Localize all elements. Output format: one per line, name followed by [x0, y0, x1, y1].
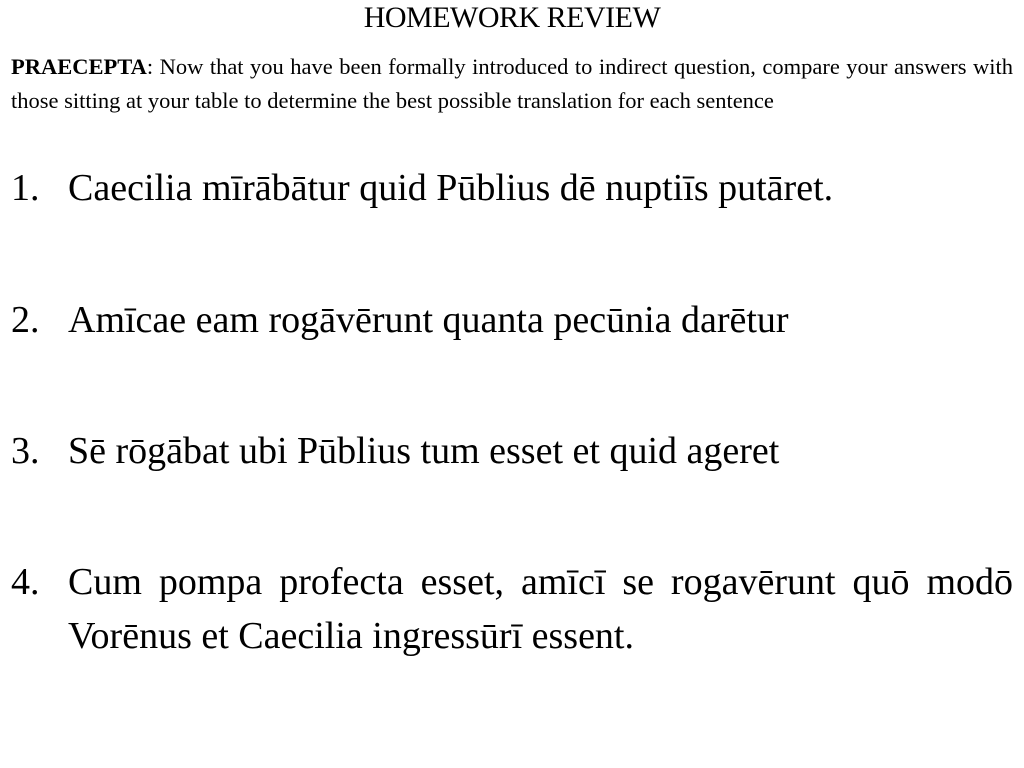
sentence-number: 1.: [11, 167, 40, 209]
instructions-label: PRAECEPTA: [11, 54, 147, 79]
instructions-paragraph: [11, 50, 1013, 118]
sentence-number: 4.: [11, 561, 40, 603]
sentence-text: Cum pompa profecta esset, amīcī se rogavērunt quō modō Vorēnus et Caecilia ingressūrī essent.: [68, 561, 1013, 657]
sentence-text: Sē rōgābat ubi Pūblius tum esset et quid ageret: [68, 430, 780, 472]
instructions-separator: :: [146, 54, 154, 79]
sentence-text: Caecilia mīrābātur quid Pūblius dē nuptiīs putāret.: [68, 167, 834, 209]
instructions-text: Now that you have been formally introduced to indirect question, compare your answers with those sitting at your table to determine the best possible translation for each sentence: [11, 54, 1013, 113]
sentence-text: Amīcae eam rogāvērunt quanta pecūnia darētur: [68, 299, 789, 341]
sentence-number: 3.: [11, 430, 40, 472]
slide-title: HOMEWORK REVIEW: [363, 1, 661, 34]
sentence-number: 2.: [11, 299, 40, 341]
